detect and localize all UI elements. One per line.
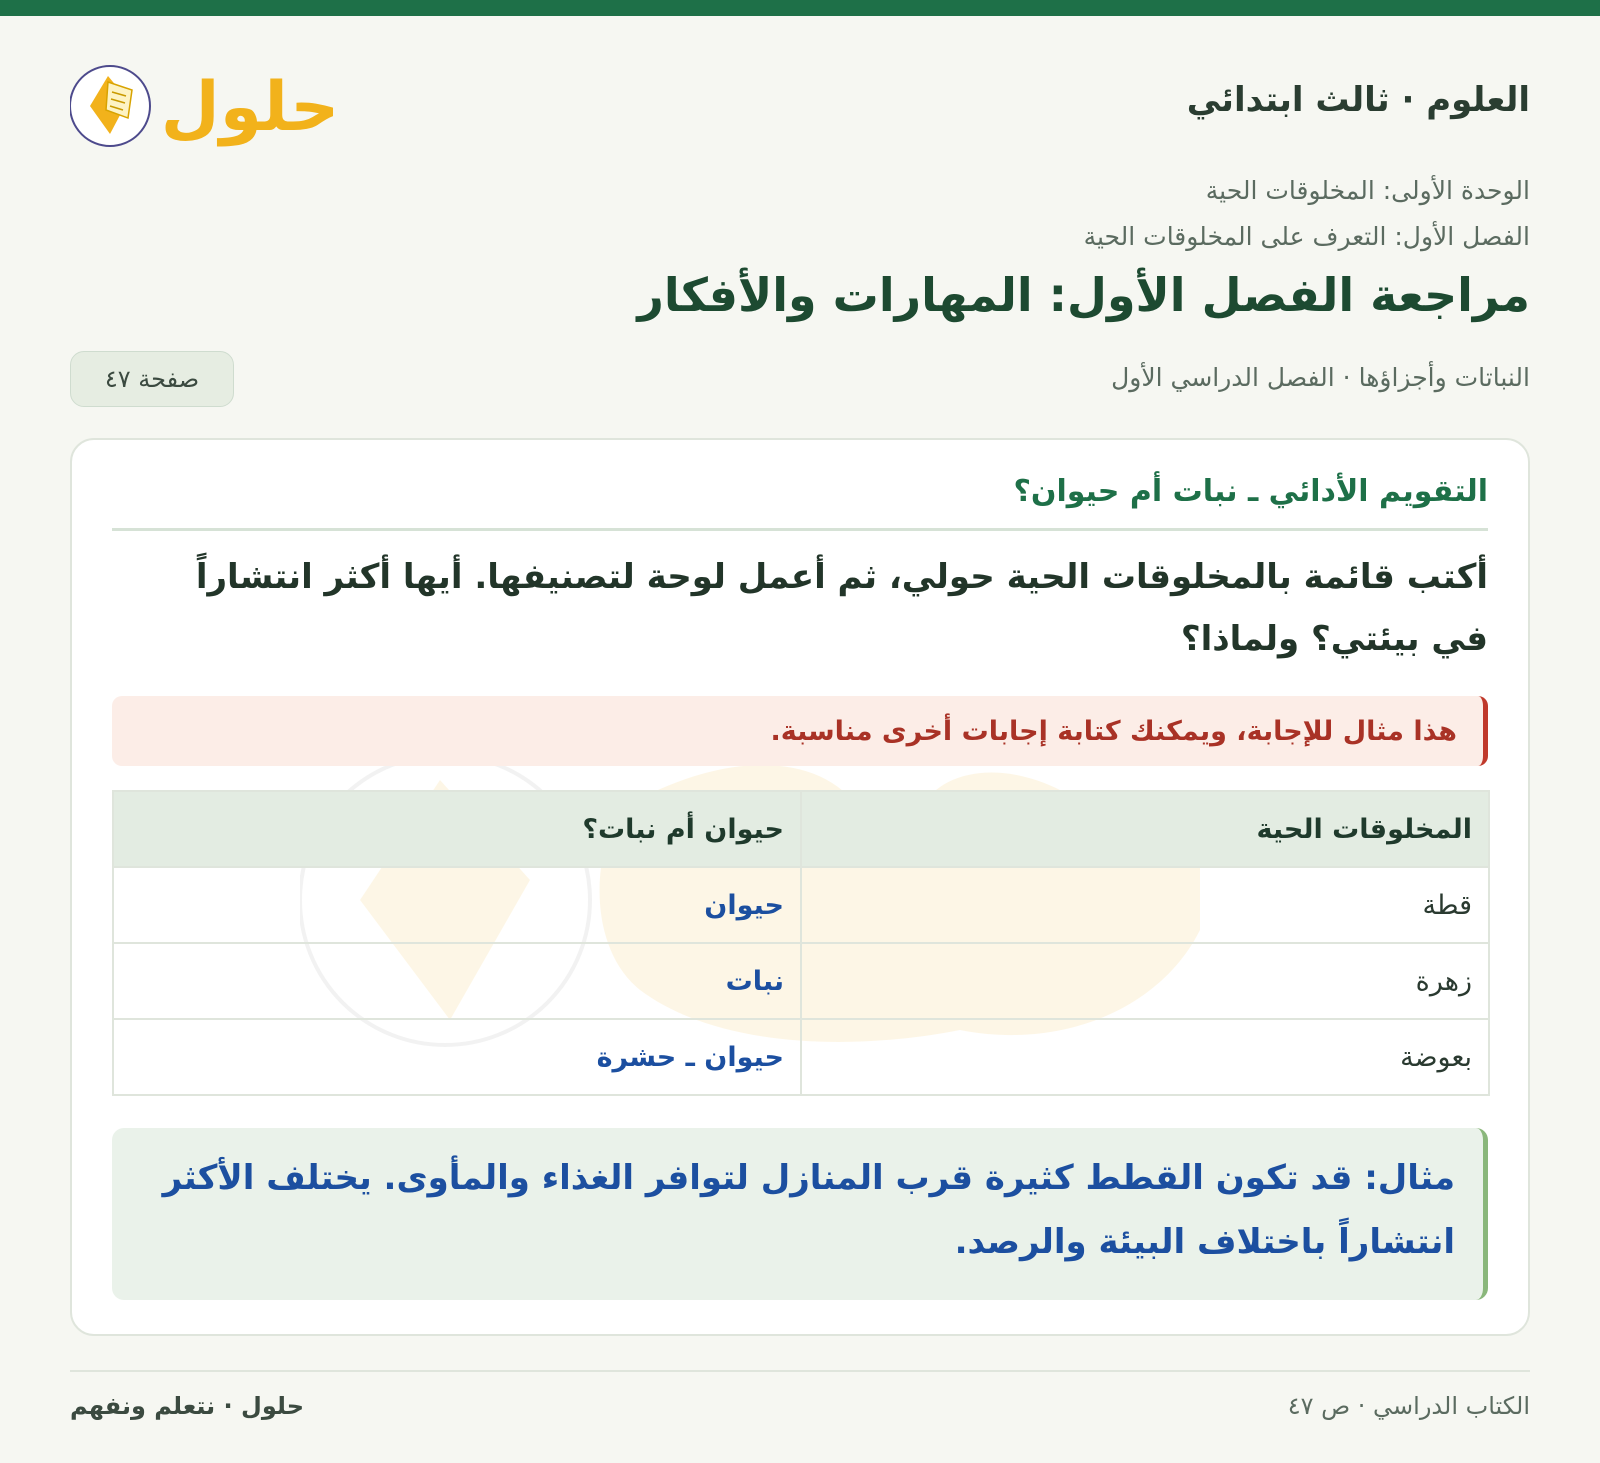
top-accent-bar <box>0 0 1600 16</box>
classification-table <box>112 790 1490 1096</box>
footer-brand[interactable]: حلول · نتعلم ونفهم <box>70 1392 304 1420</box>
page-title: مراجعة الفصل الأول: المهارات والأفكار <box>637 268 1530 322</box>
classification-cell: حيوان <box>113 867 801 943</box>
table-row <box>113 943 1489 1019</box>
hulul-logo[interactable] <box>70 48 340 163</box>
example-note <box>112 696 1488 766</box>
organism-cell: بعوضة <box>801 1019 1489 1095</box>
svg-text:حلول: حلول <box>160 68 340 147</box>
page-header <box>70 48 1530 163</box>
table-header-row <box>113 791 1489 867</box>
page-number-badge: صفحة ٤٧ <box>70 351 234 407</box>
classification-cell: حيوان ـ حشرة <box>113 1019 801 1095</box>
column-header-organisms: المخلوقات الحية <box>801 791 1489 867</box>
footer-divider <box>70 1370 1530 1372</box>
organism-cell: زهرة <box>801 943 1489 1019</box>
topic-meta: النباتات وأجزاؤها · الفصل الدراسي الأول <box>1111 363 1530 392</box>
section-divider <box>112 528 1488 531</box>
exercise-card <box>70 438 1530 1336</box>
breadcrumb-unit[interactable]: الوحدة الأولى: المخلوقات الحية <box>1205 176 1530 205</box>
answer-text: مثال: قد تكون القطط كثيرة قرب المنازل لتوافر الغذاء والمأوى. يختلف الأكثر انتشاراً باختلاف البيئة والرصد. <box>162 1158 1455 1262</box>
question-text: أكتب قائمة بالمخلوقات الحية حولي، ثم أعمل لوحة لتصنيفها. أيها أكثر انتشاراً في بيئتي؟ ولماذا؟ <box>195 557 1488 659</box>
subject-title: العلوم · ثالث ابتدائي <box>1186 80 1530 120</box>
column-header-classification: حيوان أم نبات؟ <box>113 791 801 867</box>
breadcrumb-chapter[interactable]: الفصل الأول: التعرف على المخلوقات الحية <box>1083 222 1530 251</box>
section-heading: التقويم الأدائي ـ نبات أم حيوان؟ <box>1013 474 1488 509</box>
answer-box <box>112 1128 1488 1300</box>
classification-cell: نبات <box>113 943 801 1019</box>
footer-book-reference: الكتاب الدراسي · ص ٤٧ <box>1287 1392 1530 1420</box>
table-row <box>113 1019 1489 1095</box>
organism-cell: قطة <box>801 867 1489 943</box>
example-note-text: هذا مثال للإجابة، ويمكنك كتابة إجابات أخرى مناسبة. <box>770 715 1457 747</box>
table-row <box>113 867 1489 943</box>
